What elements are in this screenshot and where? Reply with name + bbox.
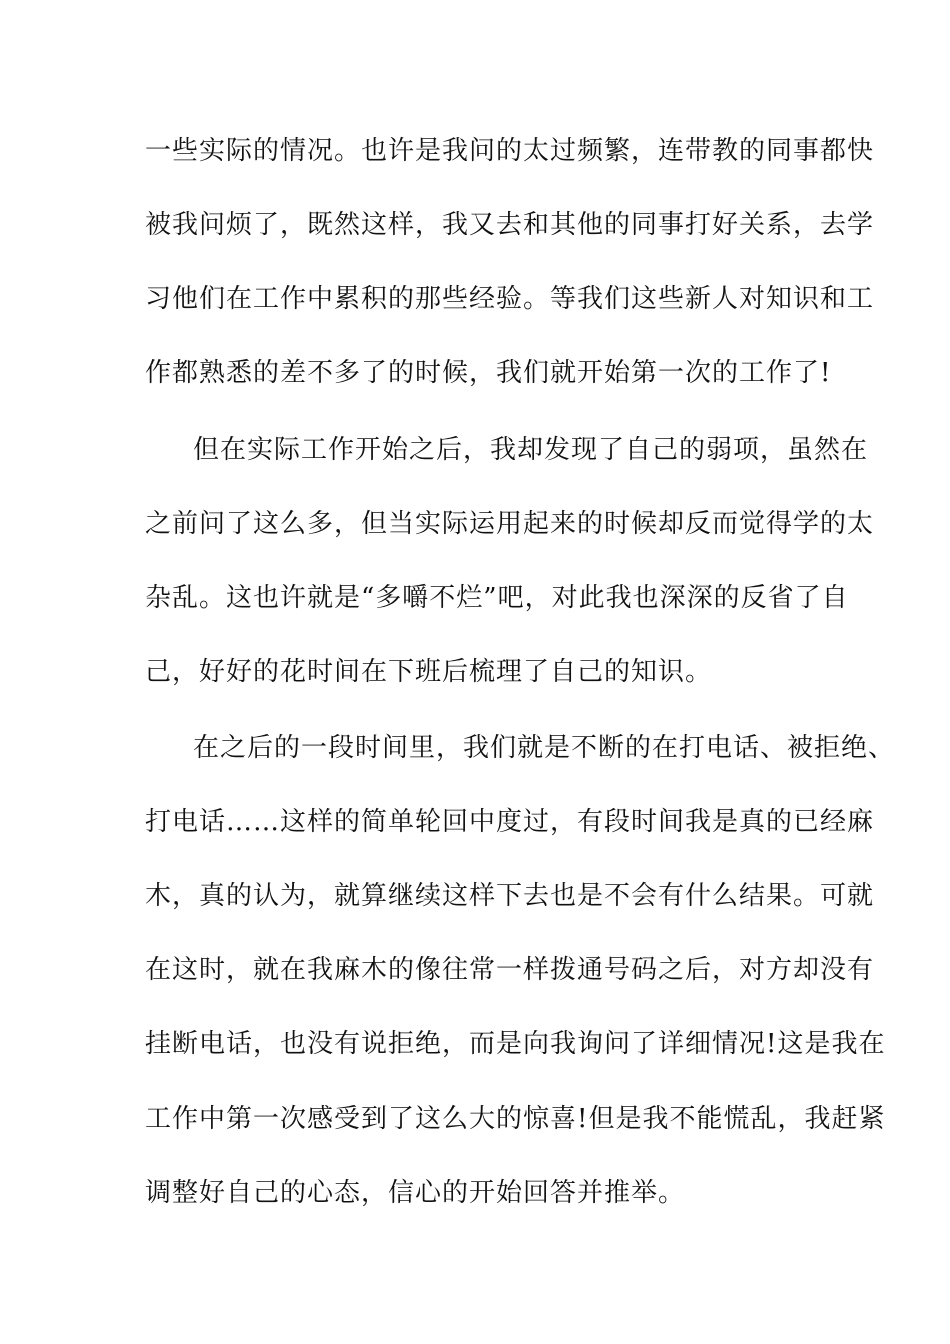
text-line: 被我问烦了，既然这样，我又去和其他的同事打好关系，去学: [145, 210, 875, 240]
text-line: 杂乱。这也许就是“多嚼不烂”吧，对此我也深深的反省了自: [145, 583, 849, 613]
text-line: 作都熟悉的差不多了的时候，我们就开始第一次的工作了!: [145, 358, 832, 388]
text-line: 习他们在工作中累积的那些经验。等我们这些新人对知识和工: [145, 284, 875, 314]
text-line: 挂断电话，也没有说拒绝，而是向我询问了详细情况!这是我在: [145, 1029, 886, 1059]
text-line: 打电话……这样的简单轮回中度过，有段时间我是真的已经麻: [145, 807, 875, 837]
text-line: 工作中第一次感受到了这么大的惊喜!但是我不能慌乱，我赶紧: [145, 1104, 886, 1134]
text-line: 调整好自己的心态，信心的开始回答并推举。: [145, 1178, 686, 1208]
paragraph-first-line: 在之后的一段时间里，我们就是不断的在打电话、被拒绝、: [193, 733, 896, 763]
text-line: 己，好好的花时间在下班后梳理了自己的知识。: [145, 657, 713, 687]
paragraph-first-line: 但在实际工作开始之后，我却发现了自己的弱项，虽然在: [193, 435, 869, 465]
text-line: 之前问了这么多，但当实际运用起来的时候却反而觉得学的太: [145, 509, 875, 539]
text-line: 一些实际的情况。也许是我问的太过频繁，连带教的同事都快: [145, 136, 875, 166]
text-line: 在这时，就在我麻木的像往常一样拨通号码之后，对方却没有: [145, 955, 875, 985]
text-line: 木，真的认为，就算继续这样下去也是不会有什么结果。可就: [145, 881, 875, 911]
